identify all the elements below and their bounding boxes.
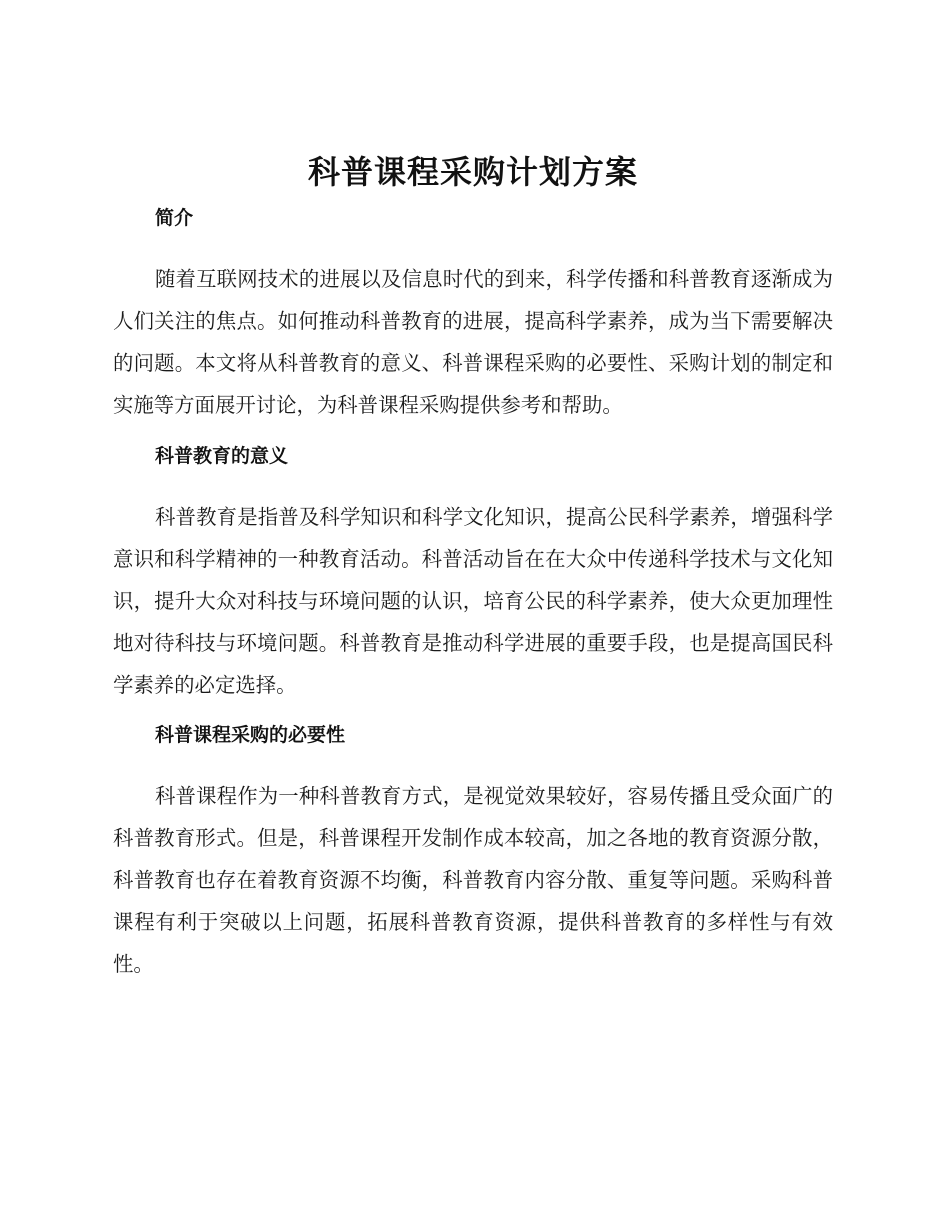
section-heading: 科普教育的意义 — [155, 445, 289, 467]
section-paragraph: 随着互联网技术的进展以及信息时代的到来，科学传播和科普教育逐渐成为人们关注的焦点。如何推动科普教育的进展，提高科学素养，成为当下需要解决的问题。本文将从科普教育的意义、科普课程采购的必要性、采购计划的制定和实施等方面展开讨论，为科普课程采购提供参考和帮助。 — [113, 267, 833, 417]
section-heading: 科普课程采购的必要性 — [155, 724, 346, 746]
section-paragraph: 科普课程作为一种科普教育方式，是视觉效果较好，容易传播且受众面广的科普教育形式。但是，科普课程开发制作成本较高，加之各地的教育资源分散，科普教育也存在着教育资源不均衡，科普教育内容分散、重复等问题。采购科普课程有利于突破以上问题，拓展科普教育资源，提供科普教育的多样性与有效性。 — [113, 784, 833, 976]
section-meaning — [113, 441, 833, 706]
section-paragraph: 科普教育是指普及科学知识和科学文化知识，提高公民科学素养，增强科学意识和科学精神的一种教育活动。科普活动旨在在大众中传递科学技术与文化知识，提升大众对科技与环境问题的认识，培育公民的科学素养，使大众更加理性地对待科技与环境问题。科普教育是推动科学进展的重要手段，也是提高国民科学素养的必定选择。 — [113, 505, 833, 697]
document-title: 科普课程采购计划方案 — [307, 153, 638, 191]
section-heading: 简介 — [155, 207, 194, 229]
section-introduction — [113, 203, 833, 426]
section-necessity — [113, 720, 833, 985]
